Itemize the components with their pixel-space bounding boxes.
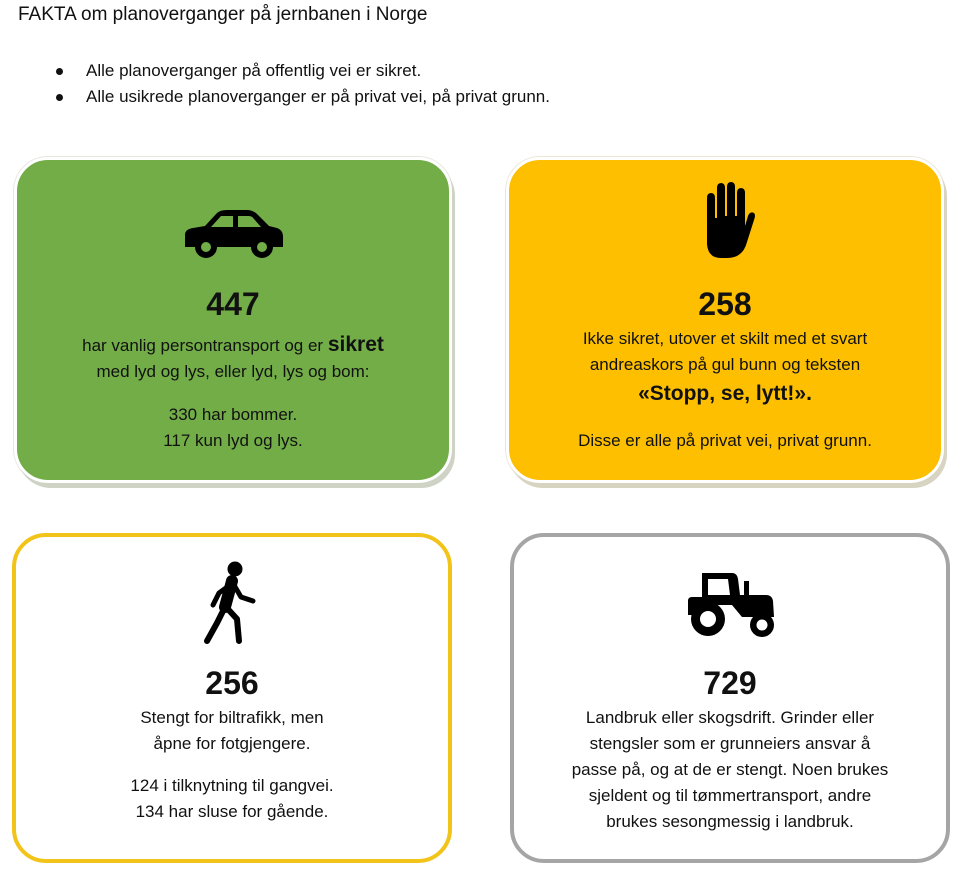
description-text: sjeldent og til tømmertransport, andre <box>588 786 872 805</box>
page-title: FAKTA om planoverganger på jernbanen i Norge <box>18 4 428 25</box>
description-text: brukes sesongmessig i landbruk. <box>606 812 854 831</box>
card-description <box>17 332 449 385</box>
card-secured-crossings <box>14 157 452 483</box>
fact-item: Alle planoverganger på offentlig vei er sikret. <box>54 58 550 84</box>
description-text: Landbruk eller skogsdrift. Grinder eller <box>585 708 875 727</box>
card-pedestrian-crossings <box>12 533 452 863</box>
description-text: passe på, og at de er stengt. Noen brukes <box>571 760 889 779</box>
card-details <box>17 402 449 454</box>
card-description <box>16 705 448 757</box>
card-description <box>514 705 946 835</box>
description-text: åpne for fotgjengere. <box>153 734 311 753</box>
detail-text: 330 har bommer. <box>168 405 298 424</box>
description-text: Stengt for biltrafikk, men <box>140 708 324 727</box>
description-text: stengsler som er grunneiers ansvar å <box>589 734 871 753</box>
detail-text: 124 i tilknytning til gangvei. <box>130 776 334 795</box>
emphasis-text: sikret <box>327 333 384 356</box>
description-text: har vanlig persontransport og er <box>82 336 328 355</box>
car-icon <box>181 207 285 259</box>
stop-hand-icon <box>695 182 755 260</box>
description-text: med lyd og lys, eller lyd, lys og bom: <box>96 362 370 381</box>
card-unsecured-crossings <box>506 157 944 483</box>
card-number: 729 <box>703 665 757 701</box>
detail-text: 134 har sluse for gående. <box>135 802 329 821</box>
detail-text: 117 kun lyd og lys. <box>163 431 303 450</box>
card-number: 258 <box>698 286 752 322</box>
description-text: andreaskors på gul bunn og teksten <box>589 355 861 374</box>
fact-list <box>54 58 550 110</box>
card-details <box>509 428 941 454</box>
walking-person-icon <box>203 561 261 645</box>
tractor-icon <box>682 567 778 639</box>
fact-item: Alle usikrede planoverganger er på privat vei, på privat grunn. <box>54 84 550 110</box>
card-description <box>509 326 941 410</box>
detail-text: Disse er alle på privat vei, privat grunn. <box>578 431 872 450</box>
card-number: 256 <box>205 665 259 701</box>
description-text: Ikke sikret, utover et skilt med et svart <box>582 329 868 348</box>
card-details <box>16 773 448 825</box>
card-agricultural-crossings <box>510 533 950 863</box>
card-number: 447 <box>206 286 260 322</box>
sign-text: «Stopp, se, lytt!». <box>638 382 812 405</box>
